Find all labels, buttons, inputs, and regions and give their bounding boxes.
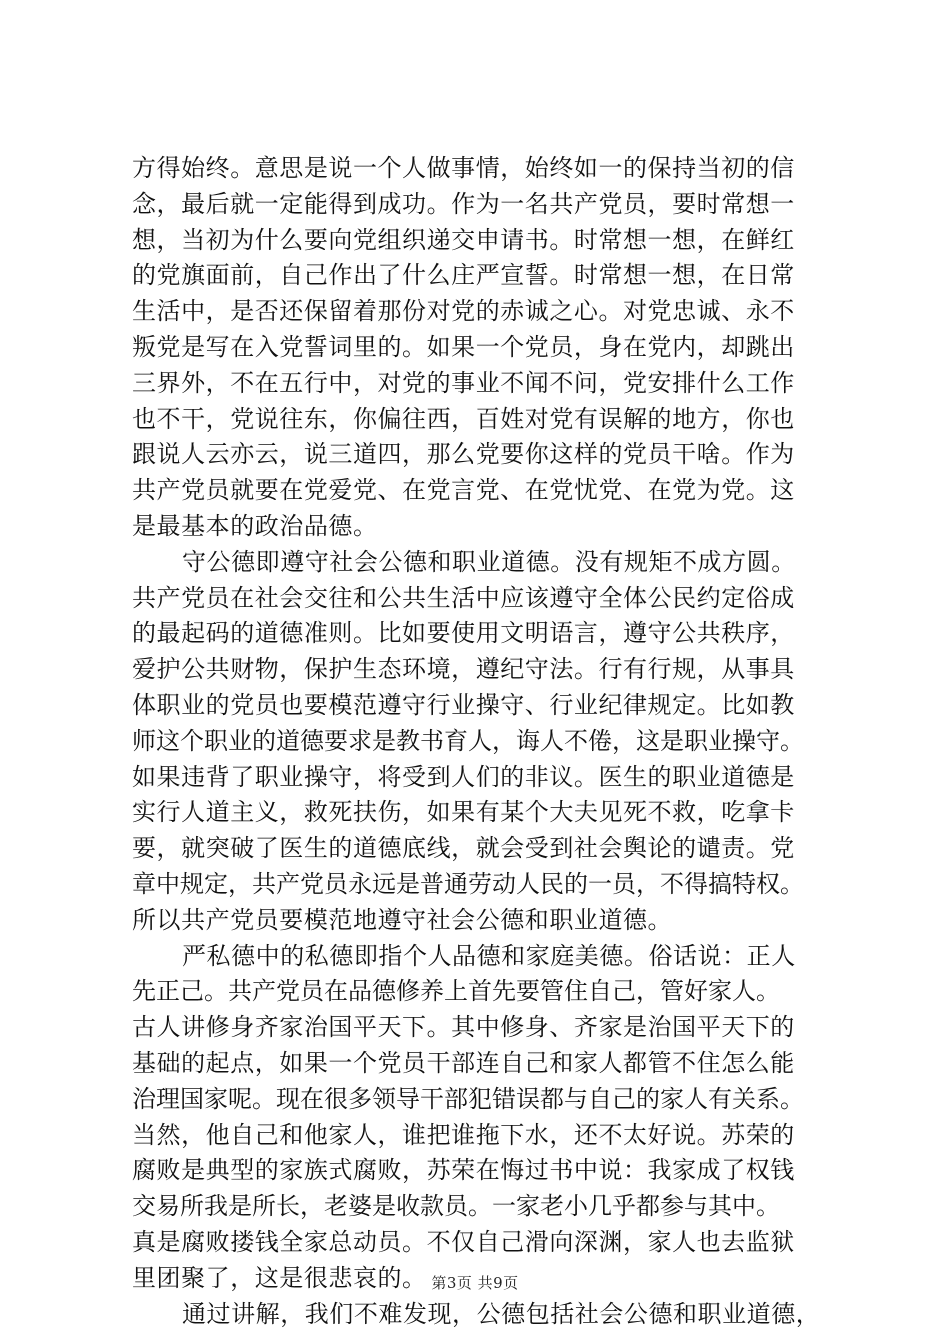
paragraph-3-line-5: 治理国家呢。现在很多领导干部犯错误都与自己的家人有关系。: [132, 1084, 804, 1113]
paragraph-1-line-9: 跟说人云亦云，说三道四，那么党要你这样的党员干啥。作为: [132, 440, 795, 469]
paragraph-1-line-5: 生活中，是否还保留着那份对党的赤诚之心。对党忠诚、永不: [132, 297, 795, 326]
paragraph-2-line-9: 要，就突破了医生的道德底线，就会受到社会舆论的谴责。党: [132, 834, 795, 863]
paragraph-4-line-1: 通过讲解，我们不难发现，公德包括社会公德和职业道德，: [182, 1299, 821, 1328]
paragraph-3-line-2: 先正己。共产党员在品德修养上首先要管住自己，管好家人。: [132, 977, 780, 1006]
paragraph-3-line-1: 严私德中的私德即指个人品德和家庭美德。俗话说：正人: [182, 941, 796, 970]
page-number-footer: 第3页 共9页: [431, 1274, 519, 1292]
paragraph-1-line-2: 念，最后就一定能得到成功。作为一名共产党员，要时常想一: [132, 189, 795, 218]
paragraph-3-line-7: 腐败是典型的家族式腐败，苏荣在悔过书中说：我家成了权钱: [132, 1156, 795, 1185]
paragraph-2-line-4: 爱护公共财物，保护生态环境，遵纪守法。行有行规，从事具: [132, 655, 795, 684]
paragraph-3-line-9: 真是腐败搂钱全家总动员。不仅自己滑向深渊，家人也去监狱: [132, 1227, 795, 1256]
paragraph-1-line-7: 三界外，不在五行中，对党的事业不闻不问，党安排什么工作: [132, 368, 795, 397]
paragraph-1-line-3: 想，当初为什么要向党组织递交申请书。时常想一想，在鲜红: [132, 225, 795, 254]
document-body: [132, 151, 844, 1332]
paragraph-2-line-7: 如果违背了职业操守，将受到人们的非议。医生的职业道德是: [132, 762, 795, 791]
paragraph-2-line-3: 的最起码的道德准则。比如要使用文明语言，遵守公共秩序，: [132, 619, 795, 648]
paragraph-1-line-10: 共产党员就要在党爱党、在党言党、在党忧党、在党为党。这: [132, 476, 795, 505]
paragraph-3-line-6: 当然，他自己和他家人，谁把谁拖下水，还不太好说。苏荣的: [132, 1120, 795, 1149]
paragraph-2-line-11: 所以共产党员要模范地遵守社会公德和职业道德。: [132, 905, 673, 934]
paragraph-3-line-4: 基础的起点，如果一个党员干部连自己和家人都管不住怎么能: [132, 1048, 795, 1077]
paragraph-2-line-1: 守公德即遵守社会公德和职业道德。没有规矩不成方圆。: [182, 547, 796, 576]
paragraph-1-line-8: 也不干，党说往东，你偏往西，百姓对党有误解的地方，你也: [132, 404, 795, 433]
paragraph-2-line-5: 体职业的党员也要模范遵守行业操守、行业纪律规定。比如教: [132, 690, 795, 719]
paragraph-2-line-10: 章中规定，共产党员永远是普通劳动人民的一员，不得搞特权。: [132, 869, 804, 898]
paragraph-3-line-3: 古人讲修身齐家治国平天下。其中修身、齐家是治国平天下的: [132, 1013, 795, 1042]
paragraph-2-line-6: 师这个职业的道德要求是教书育人，诲人不倦，这是职业操守。: [132, 726, 804, 755]
paragraph-3-line-10: 里团聚了，这是很悲哀的。: [132, 1263, 427, 1292]
paragraph-2-line-2: 共产党员在社会交往和公共生活中应该遵守全体公民约定俗成: [132, 583, 795, 612]
paragraph-2-line-8: 实行人道主义，救死扶伤，如果有某个大夫见死不救，吃拿卡: [132, 798, 795, 827]
paragraph-1-line-4: 的党旗面前，自己作出了什么庄严宣誓。时常想一想，在日常: [132, 261, 795, 290]
paragraph-1-line-11: 是最基本的政治品德。: [132, 511, 378, 540]
paragraph-3-line-8: 交易所我是所长，老婆是收款员。一家老小几乎都参与其中。: [132, 1192, 780, 1221]
paragraph-1-line-6: 叛党是写在入党誓词里的。如果一个党员，身在党内，却跳出: [132, 332, 795, 361]
paragraph-1-line-1: 方得始终。意思是说一个人做事情，始终如一的保持当初的信: [132, 154, 795, 182]
